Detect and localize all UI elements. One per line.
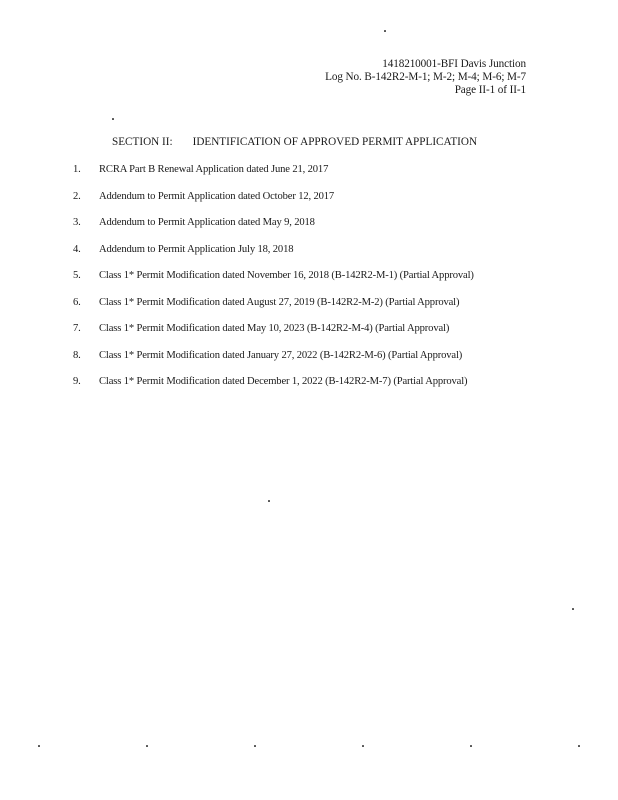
item-number: 6. xyxy=(73,296,81,308)
item-number: 9. xyxy=(73,376,81,387)
item-number: 7. xyxy=(73,323,81,334)
item-number: 4. xyxy=(73,243,81,255)
scan-speck xyxy=(578,745,580,747)
scan-speck xyxy=(572,608,574,610)
item-text: Class 1* Permit Modification dated December 1, 2022 (B-142R2-M-7) (Partial Approval) xyxy=(99,376,468,387)
item-text: Class 1* Permit Modification dated November 16, 2018 (B-142R2-M-1) (Partial Approval) xyxy=(99,270,474,281)
item-text: Addendum to Permit Application July 18, 2018 xyxy=(99,243,294,255)
scan-speck xyxy=(268,500,270,502)
scan-speck xyxy=(470,745,472,747)
item-number: 8. xyxy=(73,349,81,361)
item-text: RCRA Part B Renewal Application dated June 21, 2017 xyxy=(99,164,329,175)
scan-speck xyxy=(254,745,256,747)
scan-speck xyxy=(362,745,364,747)
scan-speck xyxy=(384,30,386,32)
item-text: Class 1* Permit Modification dated August 27, 2019 (B-142R2-M-2) (Partial Approval) xyxy=(99,296,460,308)
item-text: Addendum to Permit Application dated October 12, 2017 xyxy=(99,190,335,202)
item-number: 3. xyxy=(73,217,81,228)
section-heading xyxy=(112,136,477,148)
document-header xyxy=(325,58,526,97)
section-number: SECTION II: xyxy=(112,136,173,148)
header-page-number: Page II-1 of II-1 xyxy=(454,84,526,96)
item-number: 5. xyxy=(73,270,81,281)
item-number: 1. xyxy=(73,164,81,175)
item-text: Addendum to Permit Application dated May 9, 2018 xyxy=(99,217,315,228)
item-number: 2. xyxy=(73,190,81,202)
scan-speck xyxy=(146,745,148,747)
header-log-number: Log No. B-142R2-M-1; M-2; M-4; M-6; M-7 xyxy=(325,71,526,83)
scan-speck xyxy=(112,118,114,120)
header-facility-id: 1418210001-BFI Davis Junction xyxy=(382,58,526,70)
section-title: IDENTIFICATION OF APPROVED PERMIT APPLICATION xyxy=(192,136,478,148)
item-text: Class 1* Permit Modification dated May 10, 2023 (B-142R2-M-4) (Partial Approval) xyxy=(99,323,450,334)
item-text: Class 1* Permit Modification dated January 27, 2022 (B-142R2-M-6) (Partial Approval) xyxy=(99,349,463,361)
scan-speck xyxy=(38,745,40,747)
